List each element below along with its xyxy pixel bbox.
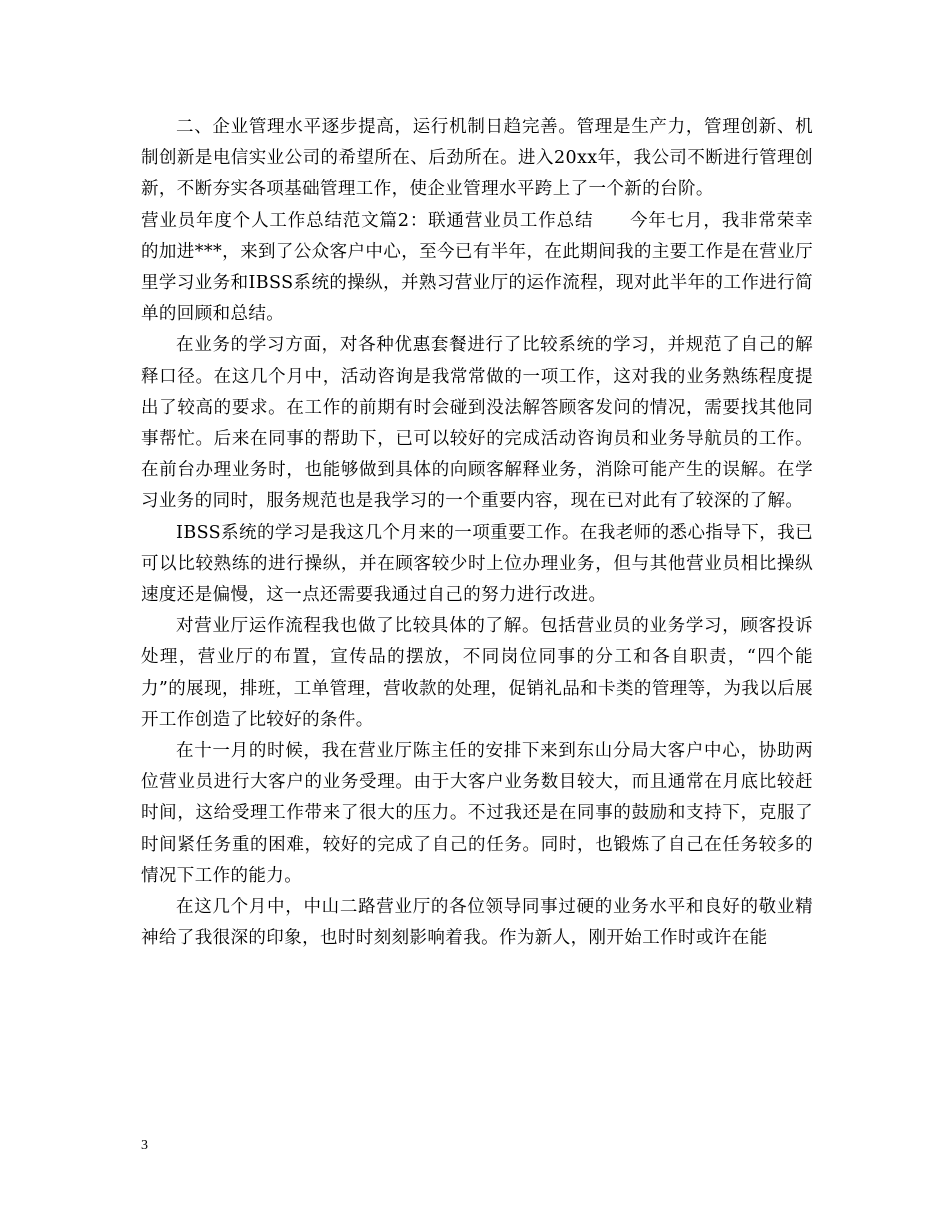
paragraph-impression: 在这几个月中，中山二路营业厅的各位领导同事过硬的业务水平和良好的敬业精神给了我很深的印象，也时时刻刻影响着我。作为新人，刚开始工作时或许在能: [141, 897, 813, 949]
paragraph-management: 二、企业管理水平逐步提高，运行机制日趋完善。管理是生产力，管理创新、机制创新是电信实业公司的希望所在、后劲所在。进入20xx年，我公司不断进行管理创新，不断夯实各项基础管理工作，使企业管理水平跨上了一个新的台阶。: [141, 117, 813, 200]
paragraph-november: 在十一月的时候，我在营业厅陈主任的安排下来到东山分局大客户中心，协助两位营业员进行大客户的业务受理。由于大客户业务数目较大，而且通常在月底比较赶时间，这给受理工作带来了很大的压力。不过我还是在同事的鼓励和支持下，克服了时间紧任务重的困难，较好的完成了自己的任务。同时，也锻炼了自己在任务较多的情况下工作的能力。: [141, 741, 813, 886]
paragraph-business-study: 在业务的学习方面，对各种优惠套餐进行了比较系统的学习，并规范了自己的解释口径。在这几个月中，活动咨询是我常常做的一项工作，这对我的业务熟练程度提出了较高的要求。在工作的前期有时会碰到没法解答顾客发问的情况，需要找其他同事帮忙。后来在同事的帮助下，已可以较好的完成活动咨询员和业务导航员的工作。在前台办理业务时，也能够做到具体的向顾客解释业务，消除可能产生的误解。在学习业务的同时，服务规范也是我学习的一个重要内容，现在已对此有了较深的了解。: [141, 335, 813, 512]
paragraph-ibss-system: IBSS系统的学习是我这几个月来的一项重要工作。在我老师的悉心指导下，我已可以比较熟练的进行操纵，并在顾客较少时上位办理业务，但与其他营业员相比操纵速度还是偏慢，这一点还需要我通过自己的努力进行改进。: [141, 522, 813, 606]
page-number: 3: [141, 1138, 148, 1153]
document-page: [141, 112, 813, 954]
paragraph-heading-summary: 营业员年度个人工作总结范文篇2：联通营业员工作总结 今年七月，我非常荣幸的加进***，来到了公众客户中心，至今已有半年，在此期间我的主要工作是在营业厅里学习业务和IBSS系统的操纵，并熟习营业厅的运作流程，现对此半年的工作进行简单的回顾和总结。: [141, 210, 813, 325]
paragraph-workflow: 对营业厅运作流程我也做了比较具体的了解。包括营业员的业务学习，顾客投诉处理，营业厅的布置，宣传品的摆放，不同岗位同事的分工和各自职责，“四个能力”的展现，排班，工单管理，营收款的处理，促销礼品和卡类的管理等，为我以后展开工作创造了比较好的条件。: [141, 616, 813, 730]
